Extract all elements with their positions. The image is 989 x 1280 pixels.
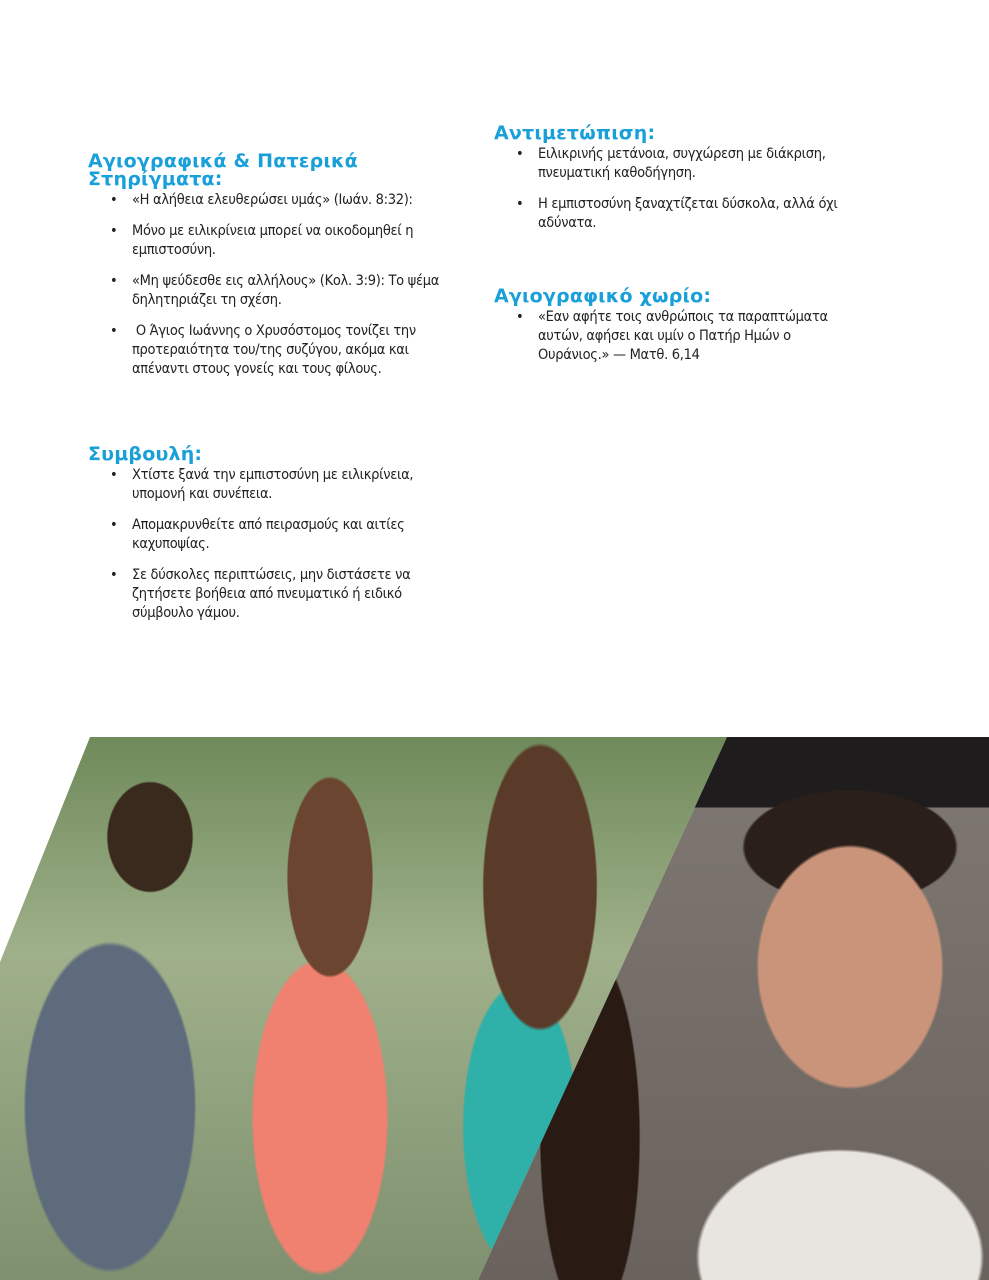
list-item: • Η εμπιστοσύνη ξαναχτίζεται δύσκολα, αλλά όχι αδύνατα.	[538, 195, 854, 233]
passage-section	[494, 287, 854, 377]
list-item: • Μόνο με ειλικρίνεια μπορεί να οικοδομηθεί η εμπιστοσύνη.	[132, 222, 448, 260]
list-item: • «Μη ψεύδεσθε εις αλλήλους» (Κολ. 3:9): Το ψέμα δηλητηριάζει τη σχέση.	[132, 272, 448, 310]
list-item: • Χτίστε ξανά την εμπιστοσύνη με ειλικρίνεια, υπομονή και συνέπεια.	[132, 466, 448, 504]
bullet-list	[88, 466, 448, 623]
section-heading: Αγιογραφικό χωρίο:	[494, 285, 712, 307]
list-item: • Ειλικρινής μετάνοια, συγχώρεση με διάκριση, πνευματική καθοδήγηση.	[538, 145, 854, 183]
list-item: • «Εαν αφήτε τοις ανθρώποις τα παραπτώματα αυτών, αφήσει και υμίν ο Πατήρ Ημών ο Ουράνιος.» — Ματθ. 6,14	[538, 308, 854, 365]
bullet-list	[494, 308, 854, 365]
section-heading: Συμβουλή:	[88, 443, 203, 465]
list-item: • Απομακρυνθείτε από πειρασμούς και αιτίες καχυποψίας.	[132, 516, 448, 554]
list-item: • «Η αλήθεια ελευθερώσει υμάς» (Ιωάν. 8:32):	[132, 191, 448, 210]
advice-section	[88, 445, 448, 635]
scriptural-section	[88, 152, 448, 391]
bullet-list	[88, 191, 448, 379]
bullet-list	[494, 145, 854, 233]
photo-collage	[0, 737, 989, 1280]
section-heading	[88, 152, 448, 188]
section-heading: Αντιμετώπιση:	[494, 122, 656, 144]
treatment-section	[494, 124, 854, 245]
heading-line: Στηρίγματα:	[88, 168, 223, 190]
list-item: • Ο Άγιος Ιωάννης ο Χρυσόστομος τονίζει την προτεραιότητα του/της συζύγου, ακόμα και απέναντι στους γονείς και τους φίλους.	[132, 322, 448, 379]
list-item: • Σε δύσκολες περιπτώσεις, μην διστάσετε να ζητήσετε βοήθεια από πνευματικό ή ειδικό σύμβουλο γάμου.	[132, 566, 448, 623]
heading-line: Αγιογραφικά & Πατερικά	[88, 150, 358, 172]
